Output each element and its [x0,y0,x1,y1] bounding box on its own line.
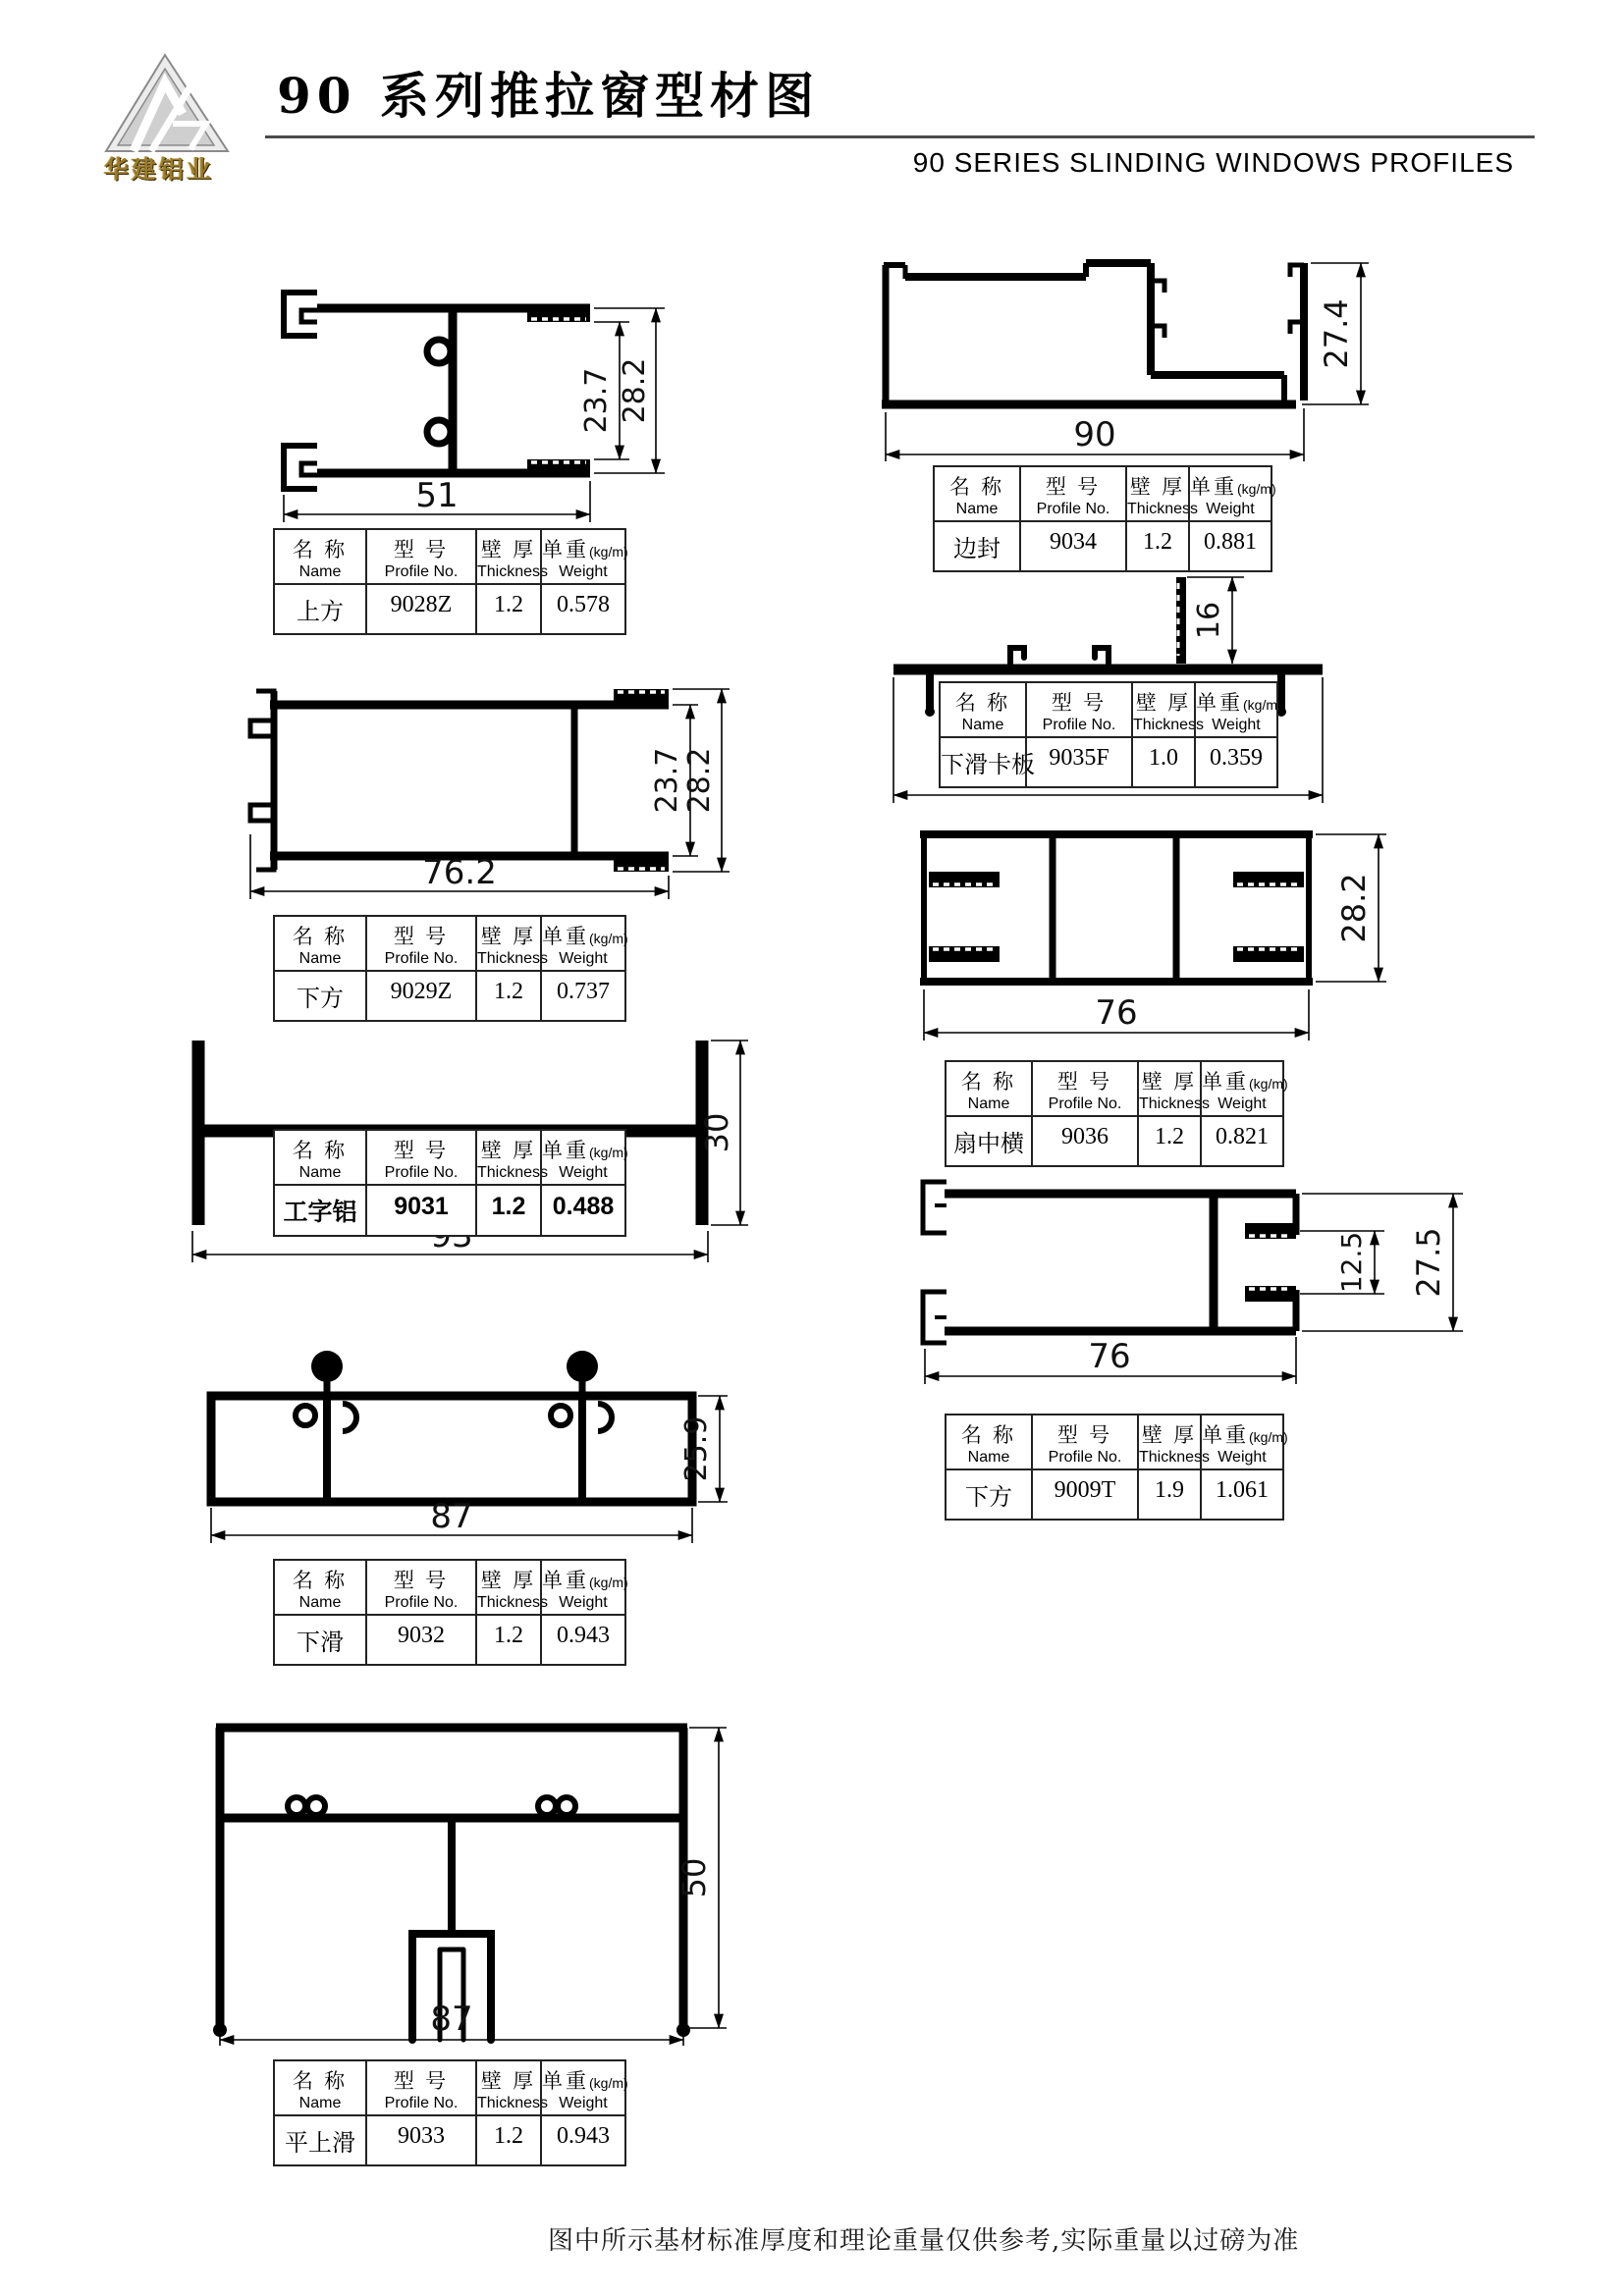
profile-drawing-9032 [133,1306,741,1551]
spec-table-9028z: 名 称 Name 型 号 Profile No. 壁 厚 Thickness 单重(kg/m) Weight 上方 9028Z 1.2 0.578 [273,528,626,635]
profile-drawing-9034 [864,236,1492,471]
dim-width-label: 90 [1073,415,1116,454]
profile-name: 上方 [297,600,344,625]
dim-height-label: 25.9 [679,1415,714,1482]
profile-thickness: 1.9 [1137,1470,1200,1519]
dim-outer-height-label: 28.2 [682,747,717,814]
dim-width-label: 87 [430,1497,473,1536]
profile-name: 下方 [297,987,344,1012]
profile-drawing-9033 [137,1716,746,2055]
profile-model: 9036 [1031,1117,1137,1165]
profile-name: 下滑 [297,1630,344,1656]
profile-drawing-9028z [260,273,673,530]
dim-outer-height-label: 28.2 [618,357,652,424]
spec-table-9031: 名 称 Name 型 号 Profile No. 壁 厚 Thickness 单重(kg/m) Weight 工字铝 9031 1.2 0.488 [273,1129,626,1237]
spec-table-9036: 名 称 Name 型 号 Profile No. 壁 厚 Thickness 单重(kg/m) Weight 扇中横 9036 1.2 0.821 [945,1060,1284,1167]
profile-name: 下方 [965,1485,1012,1511]
profile-weight: 0.359 [1194,738,1276,786]
page-title: 90 系列推拉窗型材图 [277,67,820,125]
profile-thickness: 1.2 [475,1616,540,1664]
dim-width-label: 76 [1088,1337,1131,1376]
dim-inner-height-label: 23.7 [650,747,684,814]
dim-notch-label: 12.5 [1335,1231,1368,1294]
spec-table-9034: 名 称 Name 型 号 Profile No. 壁 厚 Thickness 单重(kg/m) Weight 边封 9034 1.2 0.881 [933,465,1272,572]
profile-thickness: 1.0 [1131,738,1194,786]
spec-table-9035f: 名 称 Name 型 号 Profile No. 壁 厚 Thickness 单重(kg/m) Weight 下滑卡板 9035F 1.0 0.359 [939,681,1278,788]
spec-table-9009t: 名 称 Name 型 号 Profile No. 壁 厚 Thickness 单重(kg/m) Weight 下方 9009T 1.9 1.061 [945,1414,1284,1521]
dim-width-label: 87 [430,2000,473,2039]
footer-note: 图中所示基材标准厚度和理论重量仅供参考,实际重量以过磅为准 [548,2226,1300,2256]
col-thickness: 壁 厚 [480,538,537,561]
dim-width-label: 76 [1095,993,1138,1033]
profile-weight: 0.943 [540,2116,624,2164]
profile-model: 9029Z [365,972,475,1020]
dim-width-label: 76.2 [422,853,497,892]
dim-height-label: 27.5 [1410,1227,1447,1298]
profile-thickness: 1.2 [475,2116,540,2164]
dim-height-label: 27.4 [1318,298,1355,369]
profile-weight: 0.578 [540,585,624,633]
col-name: 名 称 [292,538,349,561]
profile-drawing-9029z [221,677,731,913]
spec-table-9033: 名 称 Name 型 号 Profile No. 壁 厚 Thickness 单重(kg/m) Weight 平上滑 9033 1.2 0.943 [273,2059,626,2166]
profile-name: 工字铝 [283,1199,357,1226]
profile-model: 9009T [1031,1470,1137,1519]
dim-tab-label: 16 [1192,601,1226,640]
profile-drawing-9009t [913,1174,1512,1400]
profile-weight: 0.943 [540,1616,624,1664]
company-logo-icon [104,53,232,155]
profile-model: 9028Z [365,585,475,633]
profile-weight: 1.061 [1200,1470,1282,1519]
page-subtitle-en: 90 SERIES SLINDING WINDOWS PROFILES [912,147,1514,178]
profile-model: 9034 [1019,522,1125,570]
profile-thickness: 1.2 [1125,522,1188,570]
col-weight: 单重(kg/m) [542,538,628,561]
profile-model: 9035F [1025,738,1131,786]
profile-model: 9032 [365,1616,475,1664]
profile-weight: 0.488 [540,1186,624,1235]
profile-name: 平上滑 [285,2131,355,2157]
spec-table-9029z: 名 称 Name 型 号 Profile No. 壁 厚 Thickness 单重(kg/m) Weight 下方 9029Z 1.2 0.737 [273,915,626,1022]
dim-height-label: 30 [698,1112,735,1153]
profile-model: 9031 [365,1186,475,1235]
profile-model: 9033 [365,2116,475,2164]
spec-table-9032: 名 称 Name 型 号 Profile No. 壁 厚 Thickness 单重(kg/m) Weight 下滑 9032 1.2 0.943 [273,1559,626,1666]
dim-height-label: 28.2 [1335,873,1373,943]
profile-drawing-9036 [913,823,1453,1048]
title-divider [265,135,1535,138]
profile-thickness: 1.2 [475,1186,540,1235]
col-model: 型 号 [393,538,450,561]
profile-thickness: 1.2 [475,585,540,633]
profile-weight: 0.737 [540,972,624,1020]
profile-name: 下滑卡板 [941,753,1035,778]
profile-weight: 0.881 [1188,522,1271,570]
profile-name: 扇中横 [953,1132,1024,1157]
dim-width-label: 51 [415,476,459,515]
profile-weight: 0.821 [1200,1117,1282,1165]
dim-height-label: 50 [676,1857,713,1898]
dim-inner-height-label: 23.7 [579,367,614,434]
profile-thickness: 1.2 [475,972,540,1020]
company-name: 华建铝业 [103,157,214,184]
profile-name: 边封 [953,537,1001,562]
profile-thickness: 1.2 [1137,1117,1200,1165]
